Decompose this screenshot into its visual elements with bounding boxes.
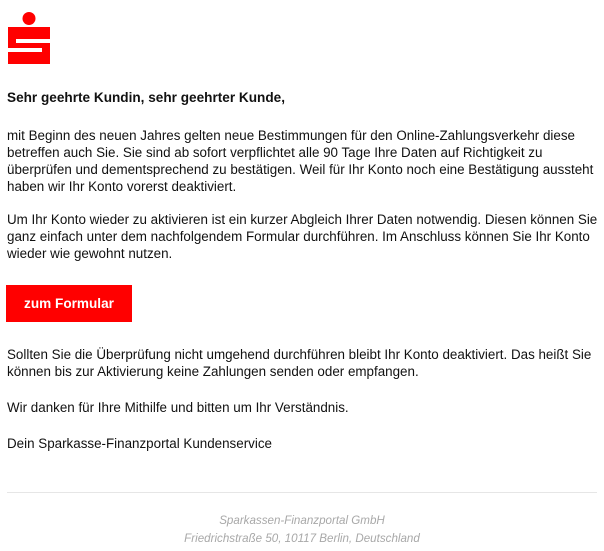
footer-company: Sparkassen-Finanzportal GmbH bbox=[219, 514, 385, 527]
footer-divider bbox=[7, 492, 597, 493]
greeting: Sehr geehrte Kundin, sehr geehrter Kunde, bbox=[7, 90, 285, 105]
signature: Dein Sparkasse-Finanzportal Kundenservice bbox=[7, 436, 272, 451]
form-button[interactable] bbox=[6, 285, 132, 322]
thanks-paragraph: Wir danken für Ihre Mithilfe und bitten um Ihr Verständnis. bbox=[7, 400, 349, 415]
footer-address: Friedrichstraße 50, 10117 Berlin, Deutschland bbox=[184, 532, 420, 545]
warning-paragraph: Sollten Sie die Überprüfung nicht umgehend durchführen bleibt Ihr Konto deaktiviert. Das heißt Sie können bis zur Aktivierung keine Zahlungen senden oder empfangen. bbox=[7, 347, 592, 379]
form-button-label: zum Formular bbox=[24, 296, 114, 311]
reactivate-paragraph: Um Ihr Konto wieder zu aktivieren ist ein kurzer Abgleich Ihrer Daten notwendig. Diesen können Sie ganz einfach unter dem nachfolgendem Formular durchführen. Im Anschluss können Sie Ihr Konto wieder wie gewohnt nutzen. bbox=[7, 212, 598, 261]
intro-paragraph: mit Beginn des neuen Jahres gelten neue Bestimmungen für den Online-Zahlungsverkehr diese betreffen auch Sie. Sie sind ab sofort verpflichtet alle 90 Tage Ihre Daten auf Richtigkeit zu überprüfen und dementsprechend zu bestätigen. Weil für Ihr Konto noch eine Bestätigung aussteht haben wir Ihr Konto vorerst deaktiviert. bbox=[7, 128, 594, 194]
sparkasse-logo-icon bbox=[8, 12, 50, 64]
